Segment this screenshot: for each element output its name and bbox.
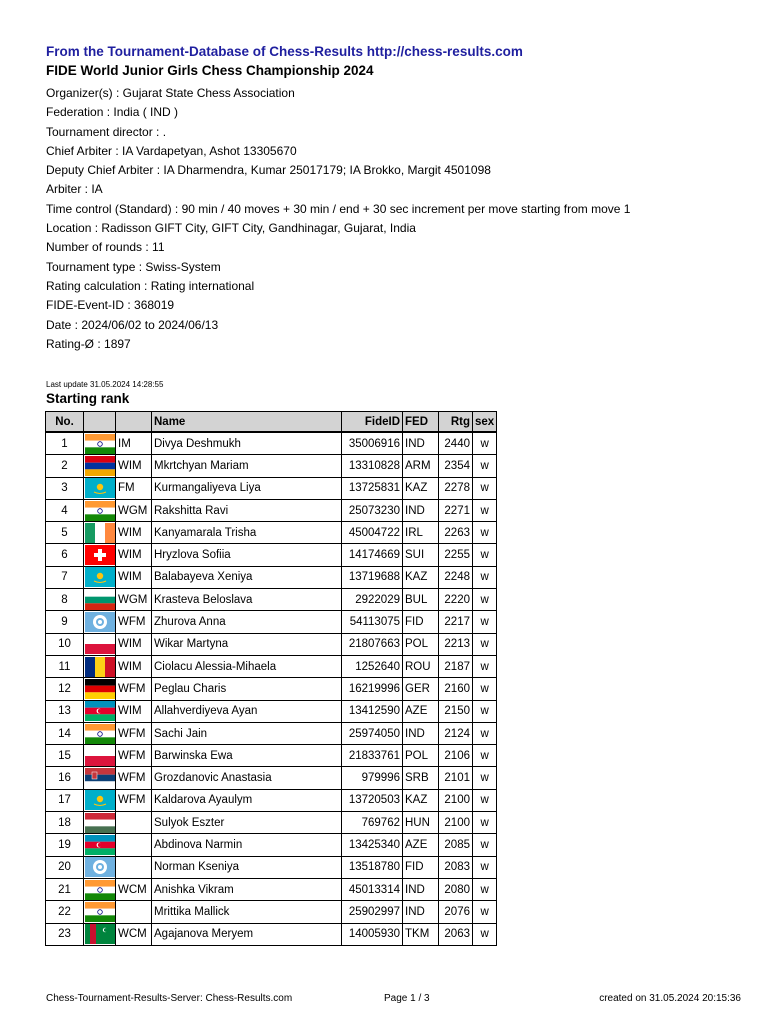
row-rtg: 2100	[439, 812, 473, 834]
row-sex: w	[473, 678, 497, 700]
starting-rank-table	[45, 411, 497, 946]
row-fideid: 769762	[342, 812, 403, 834]
row-sex: w	[473, 789, 497, 811]
row-fideid: 13720503	[342, 789, 403, 811]
row-rtg: 2101	[439, 767, 473, 789]
row-name: Balabayeva Xeniya	[152, 566, 342, 588]
table-row	[46, 767, 497, 789]
row-sex: w	[473, 878, 497, 900]
row-rtg: 2187	[439, 655, 473, 677]
table-row	[46, 477, 497, 499]
info-rounds: Number of rounds : 11	[46, 240, 165, 255]
table-row	[46, 834, 497, 856]
info-arbiter: Arbiter : IA	[46, 182, 103, 197]
row-title: WCM	[116, 923, 152, 945]
row-rtg: 2063	[439, 923, 473, 945]
row-title: IM	[116, 432, 152, 455]
row-title: WIM	[116, 700, 152, 722]
flag-arm-icon	[85, 456, 115, 476]
flag-ind-icon	[85, 724, 115, 744]
row-rtg: 2213	[439, 633, 473, 655]
row-sex: w	[473, 477, 497, 499]
row-fed: TKM	[403, 923, 439, 945]
flag-cell	[84, 678, 116, 700]
header-no: No.	[46, 412, 84, 433]
info-director: Tournament director : .	[46, 124, 167, 139]
row-sex: w	[473, 655, 497, 677]
row-number: 17	[46, 789, 84, 811]
flag-irl-icon	[85, 523, 115, 543]
table-row	[46, 923, 497, 945]
row-rtg: 2124	[439, 722, 473, 744]
row-fed: KAZ	[403, 789, 439, 811]
table-row	[46, 544, 497, 566]
flag-ind-icon	[85, 501, 115, 521]
row-fideid: 25974050	[342, 722, 403, 744]
row-number: 15	[46, 745, 84, 767]
footer-server: Chess-Tournament-Results-Server: Chess-Results.com	[46, 993, 293, 1004]
row-number: 12	[46, 678, 84, 700]
row-sex: w	[473, 544, 497, 566]
row-name: Agajanova Meryem	[152, 923, 342, 945]
flag-cell	[84, 544, 116, 566]
row-fideid: 979996	[342, 767, 403, 789]
header-fed: FED	[403, 412, 439, 433]
header-name: Name	[152, 412, 342, 433]
info-federation: Federation : India ( IND )	[46, 105, 179, 120]
row-fideid: 13518780	[342, 856, 403, 878]
flag-bul-icon	[85, 590, 115, 610]
row-name: Sachi Jain	[152, 722, 342, 744]
flag-cell	[84, 700, 116, 722]
row-sex: w	[473, 432, 497, 455]
row-number: 7	[46, 566, 84, 588]
row-name: Kurmangaliyeva Liya	[152, 477, 342, 499]
row-title: WIM	[116, 566, 152, 588]
row-rtg: 2150	[439, 700, 473, 722]
row-fideid: 35006916	[342, 432, 403, 455]
tournament-title: FIDE World Junior Girls Chess Championship 2024	[46, 63, 374, 78]
row-fed: POL	[403, 745, 439, 767]
flag-rou-icon	[85, 657, 115, 677]
row-title: WIM	[116, 544, 152, 566]
flag-kaz-icon	[85, 478, 115, 498]
flag-cell	[84, 633, 116, 655]
row-title: FM	[116, 477, 152, 499]
row-title: WIM	[116, 633, 152, 655]
row-sex: w	[473, 767, 497, 789]
flag-cell	[84, 745, 116, 767]
row-rtg: 2255	[439, 544, 473, 566]
flag-cell	[84, 566, 116, 588]
row-name: Peglau Charis	[152, 678, 342, 700]
row-sex: w	[473, 722, 497, 744]
source-link[interactable]: From the Tournament-Database of Chess-Results http://chess-results.com	[46, 44, 523, 59]
flag-cell	[84, 522, 116, 544]
section-title: Starting rank	[46, 391, 130, 406]
header-fideid: FideID	[342, 412, 403, 433]
row-fed: FID	[403, 856, 439, 878]
flag-cell	[84, 901, 116, 923]
row-sex: w	[473, 522, 497, 544]
row-title	[116, 901, 152, 923]
row-number: 5	[46, 522, 84, 544]
table-row	[46, 812, 497, 834]
info-chief-arbiter: Chief Arbiter : IA Vardapetyan, Ashot 13305670	[46, 143, 297, 158]
row-fed: BUL	[403, 589, 439, 611]
flag-cell	[84, 878, 116, 900]
row-rtg: 2083	[439, 856, 473, 878]
row-title	[116, 856, 152, 878]
table-row	[46, 745, 497, 767]
flag-cell	[84, 767, 116, 789]
row-title: WFM	[116, 789, 152, 811]
row-rtg: 2076	[439, 901, 473, 923]
row-number: 13	[46, 700, 84, 722]
row-fed: IND	[403, 432, 439, 455]
tournament-info	[46, 84, 746, 354]
row-title: WFM	[116, 722, 152, 744]
row-rtg: 2440	[439, 432, 473, 455]
info-organizer: Organizer(s) : Gujarat State Chess Association	[46, 86, 295, 100]
table-row	[46, 455, 497, 477]
flag-hun-icon	[85, 813, 115, 833]
row-sex: w	[473, 455, 497, 477]
row-number: 1	[46, 432, 84, 455]
table-row	[46, 678, 497, 700]
flag-cell	[84, 611, 116, 633]
row-fed: IND	[403, 901, 439, 923]
table-row	[46, 901, 497, 923]
row-rtg: 2217	[439, 611, 473, 633]
row-fideid: 25902997	[342, 901, 403, 923]
row-title: WIM	[116, 455, 152, 477]
row-title: WFM	[116, 678, 152, 700]
table-row	[46, 700, 497, 722]
flag-cell	[84, 812, 116, 834]
row-fed: SRB	[403, 767, 439, 789]
flag-cell	[84, 589, 116, 611]
row-fideid: 13310828	[342, 455, 403, 477]
row-name: Barwinska Ewa	[152, 745, 342, 767]
row-fideid: 16219996	[342, 678, 403, 700]
row-fideid: 13725831	[342, 477, 403, 499]
table-row	[46, 878, 497, 900]
row-number: 11	[46, 655, 84, 677]
header-flag	[84, 412, 116, 433]
flag-fid-icon	[85, 857, 115, 877]
flag-cell	[84, 477, 116, 499]
row-rtg: 2220	[439, 589, 473, 611]
row-fideid: 1252640	[342, 655, 403, 677]
row-number: 21	[46, 878, 84, 900]
flag-cell	[84, 499, 116, 521]
table-row	[46, 655, 497, 677]
row-fideid: 13412590	[342, 700, 403, 722]
row-number: 19	[46, 834, 84, 856]
row-rtg: 2160	[439, 678, 473, 700]
header-title	[116, 412, 152, 433]
row-fed: IND	[403, 722, 439, 744]
flag-cell	[84, 432, 116, 455]
table-body	[46, 432, 497, 945]
row-number: 9	[46, 611, 84, 633]
row-rtg: 2106	[439, 745, 473, 767]
row-fed: AZE	[403, 834, 439, 856]
info-time-control: Time control (Standard) : 90 min / 40 moves + 30 min / end + 30 sec increment per move starting from move 1	[46, 201, 631, 216]
footer-page: Page 1 / 3	[384, 993, 430, 1004]
row-fed: SUI	[403, 544, 439, 566]
info-rating-calc: Rating calculation : Rating international	[46, 278, 255, 293]
row-name: Mkrtchyan Mariam	[152, 455, 342, 477]
row-fideid: 21807663	[342, 633, 403, 655]
row-fideid: 25073230	[342, 499, 403, 521]
row-title: WFM	[116, 767, 152, 789]
table-row	[46, 789, 497, 811]
row-rtg: 2085	[439, 834, 473, 856]
row-fed: IRL	[403, 522, 439, 544]
row-number: 8	[46, 589, 84, 611]
table-header-row	[46, 412, 497, 433]
flag-fid-icon	[85, 612, 115, 632]
flag-sui-icon	[85, 545, 115, 565]
row-name: Abdinova Narmin	[152, 834, 342, 856]
row-name: Ciolacu Alessia-Mihaela	[152, 655, 342, 677]
row-name: Mrittika Mallick	[152, 901, 342, 923]
row-sex: w	[473, 611, 497, 633]
row-sex: w	[473, 834, 497, 856]
row-sex: w	[473, 812, 497, 834]
info-rating-avg: Rating-Ø : 1897	[46, 336, 131, 351]
row-rtg: 2271	[439, 499, 473, 521]
row-sex: w	[473, 589, 497, 611]
table-row	[46, 499, 497, 521]
row-fed: IND	[403, 878, 439, 900]
row-title: WGM	[116, 499, 152, 521]
row-fed: ARM	[403, 455, 439, 477]
row-sex: w	[473, 745, 497, 767]
row-fed: HUN	[403, 812, 439, 834]
row-title: WIM	[116, 655, 152, 677]
row-name: Allahverdiyeva Ayan	[152, 700, 342, 722]
row-fideid: 21833761	[342, 745, 403, 767]
row-fideid: 14174669	[342, 544, 403, 566]
row-name: Krasteva Beloslava	[152, 589, 342, 611]
row-fed: IND	[403, 499, 439, 521]
table-row	[46, 522, 497, 544]
flag-tkm-icon	[85, 924, 115, 944]
row-number: 16	[46, 767, 84, 789]
table-row	[46, 566, 497, 588]
row-name: Rakshitta Ravi	[152, 499, 342, 521]
info-event-id: FIDE-Event-ID : 368019	[46, 298, 175, 313]
row-title: WFM	[116, 611, 152, 633]
row-number: 18	[46, 812, 84, 834]
row-number: 14	[46, 722, 84, 744]
row-fideid: 13719688	[342, 566, 403, 588]
row-rtg: 2248	[439, 566, 473, 588]
row-number: 23	[46, 923, 84, 945]
row-sex: w	[473, 856, 497, 878]
flag-kaz-icon	[85, 790, 115, 810]
table-row	[46, 611, 497, 633]
row-fed: POL	[403, 633, 439, 655]
flag-cell	[84, 856, 116, 878]
row-fideid: 54113075	[342, 611, 403, 633]
row-number: 2	[46, 455, 84, 477]
flag-cell	[84, 455, 116, 477]
table-row	[46, 633, 497, 655]
info-type: Tournament type : Swiss-System	[46, 259, 221, 274]
row-fideid: 45013314	[342, 878, 403, 900]
header-rtg: Rtg	[439, 412, 473, 433]
row-fideid: 14005930	[342, 923, 403, 945]
row-name: Wikar Martyna	[152, 633, 342, 655]
info-deputy-arbiter: Deputy Chief Arbiter : IA Dharmendra, Kumar 25017179; IA Brokko, Margit 4501098	[46, 163, 491, 178]
flag-ind-icon	[85, 880, 115, 900]
row-sex: w	[473, 566, 497, 588]
row-rtg: 2080	[439, 878, 473, 900]
table-row	[46, 432, 497, 455]
header-sex: sex	[473, 412, 497, 433]
row-title: WFM	[116, 745, 152, 767]
row-name: Kanyamarala Trisha	[152, 522, 342, 544]
table-row	[46, 589, 497, 611]
row-fideid: 2922029	[342, 589, 403, 611]
flag-ind-icon	[85, 434, 115, 454]
row-name: Sulyok Eszter	[152, 812, 342, 834]
row-fed: KAZ	[403, 477, 439, 499]
info-location: Location : Radisson GIFT City, GIFT City, Gandhinagar, Gujarat, India	[46, 221, 416, 236]
row-title	[116, 834, 152, 856]
flag-aze-icon	[85, 701, 115, 721]
flag-cell	[84, 722, 116, 744]
row-sex: w	[473, 633, 497, 655]
row-fideid: 45004722	[342, 522, 403, 544]
row-number: 6	[46, 544, 84, 566]
row-name: Kaldarova Ayaulym	[152, 789, 342, 811]
info-date: Date : 2024/06/02 to 2024/06/13	[46, 317, 219, 332]
last-update: Last update 31.05.2024 14:28:55	[46, 380, 164, 389]
row-number: 22	[46, 901, 84, 923]
flag-ger-icon	[85, 679, 115, 699]
row-number: 3	[46, 477, 84, 499]
table-row	[46, 856, 497, 878]
row-fed: GER	[403, 678, 439, 700]
row-fed: ROU	[403, 655, 439, 677]
row-title: WGM	[116, 589, 152, 611]
row-title: WIM	[116, 522, 152, 544]
row-title	[116, 812, 152, 834]
row-fed: AZE	[403, 700, 439, 722]
flag-ind-icon	[85, 902, 115, 922]
row-name: Norman Kseniya	[152, 856, 342, 878]
flag-kaz-icon	[85, 567, 115, 587]
row-number: 4	[46, 499, 84, 521]
row-name: Zhurova Anna	[152, 611, 342, 633]
footer-created: created on 31.05.2024 20:15:36	[599, 993, 741, 1004]
flag-aze-icon	[85, 835, 115, 855]
row-fideid: 13425340	[342, 834, 403, 856]
row-sex: w	[473, 901, 497, 923]
row-number: 20	[46, 856, 84, 878]
row-rtg: 2263	[439, 522, 473, 544]
row-name: Divya Deshmukh	[152, 432, 342, 455]
row-name: Anishka Vikram	[152, 878, 342, 900]
row-sex: w	[473, 700, 497, 722]
flag-cell	[84, 789, 116, 811]
row-sex: w	[473, 499, 497, 521]
flag-srb-icon	[85, 768, 115, 788]
flag-cell	[84, 923, 116, 945]
flag-cell	[84, 834, 116, 856]
row-fed: KAZ	[403, 566, 439, 588]
flag-pol-icon	[85, 634, 115, 654]
flag-pol-icon	[85, 746, 115, 766]
row-rtg: 2354	[439, 455, 473, 477]
row-rtg: 2278	[439, 477, 473, 499]
row-fed: FID	[403, 611, 439, 633]
table-row	[46, 722, 497, 744]
row-title: WCM	[116, 878, 152, 900]
row-number: 10	[46, 633, 84, 655]
row-rtg: 2100	[439, 789, 473, 811]
row-name: Hryzlova Sofiia	[152, 544, 342, 566]
row-name: Grozdanovic Anastasia	[152, 767, 342, 789]
flag-cell	[84, 655, 116, 677]
row-sex: w	[473, 923, 497, 945]
